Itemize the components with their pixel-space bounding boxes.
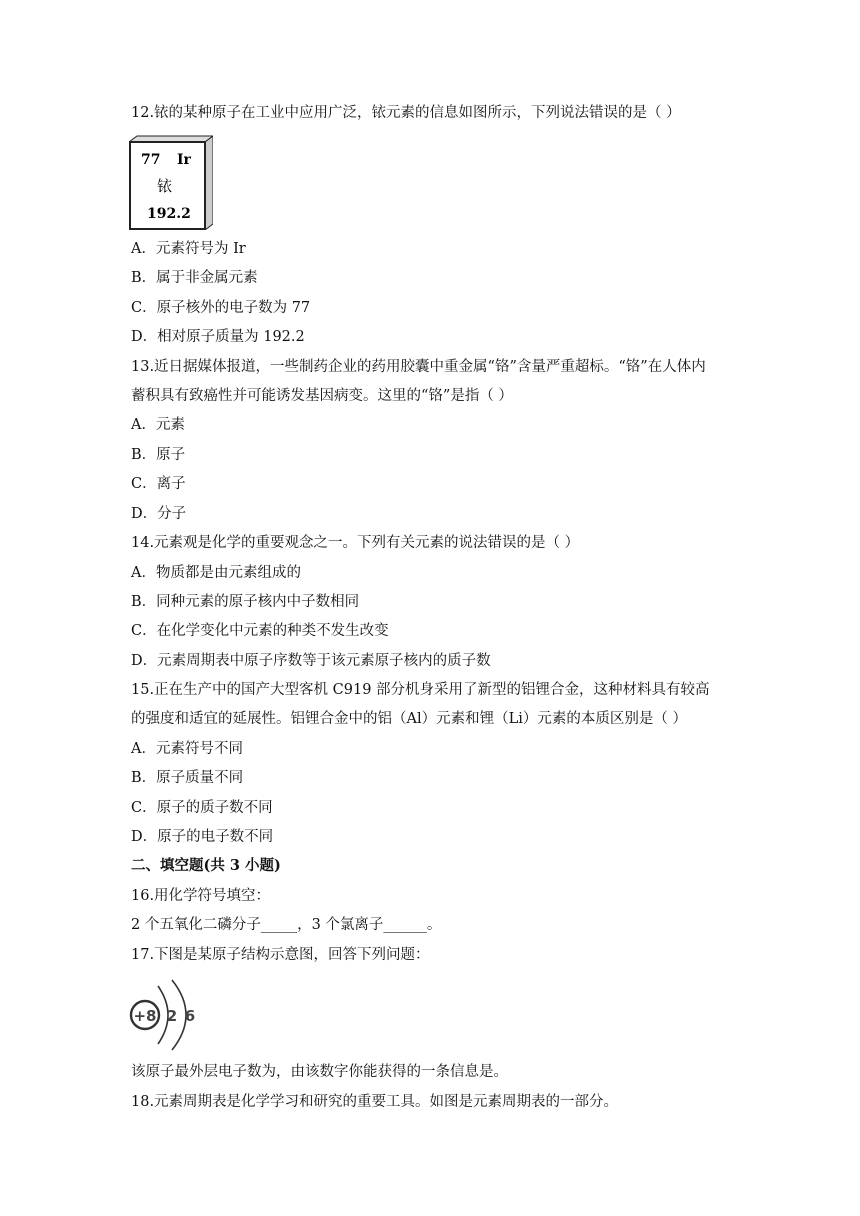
q14-option-c: C．在化学变化中元素的种类不发生改变: [131, 623, 389, 639]
q14-option-b: B．同种元素的原子核内中子数相同: [131, 594, 360, 610]
q13-stem-line1: 13.近日据媒体报道，一些制药企业的药用胶囊中重金属“铬”含量严重超标。“铬”在人体内: [131, 359, 706, 375]
element-name: 铱: [157, 177, 173, 195]
atom-structure-diagram: [126, 978, 206, 1054]
q13-option-a: A．元素: [131, 417, 185, 433]
q14-option-a: A．物质都是由元素组成的: [131, 565, 301, 581]
q14-option-d: D．元素周期表中原子序数等于该元素原子核内的质子数: [131, 653, 491, 669]
q12-option-d: D．相对原子质量为 192.2: [131, 329, 305, 345]
q16-fill-line: 2 个五氧化二磷分子_____，3 个氯离子______。: [131, 917, 442, 933]
q13-stem-line2: 蓄积具有致癌性并可能诱发基因病变。这里的“铬”是指（ ）: [131, 388, 513, 404]
nucleus-charge: +8: [133, 1007, 157, 1025]
q13-option-d: D．分子: [131, 506, 187, 522]
q14-stem: 14.元素观是化学的重要观念之一。下列有关元素的说法错误的是（ ）: [131, 535, 580, 551]
element-symbol: Ir: [177, 152, 191, 168]
q13-option-c: C．离子: [131, 476, 186, 492]
q15-option-c: C．原子的质子数不同: [131, 800, 273, 816]
q17-stem: 17.下图是某原子结构示意图，回答下列问题：: [131, 947, 430, 963]
q16-stem: 16.用化学符号填空：: [131, 888, 271, 904]
q12-stem: 12.铱的某种原子在工业中应用广泛，铱元素的信息如图所示，下列说法错误的是（ ）: [131, 105, 681, 121]
element-number: 77: [141, 152, 161, 168]
element-card-iridium: [129, 134, 213, 230]
q15-stem-line2: 的强度和适宜的延展性。铝锂合金中的铝（Al）元素和锂（Li）元素的本质区别是（ ）: [131, 711, 687, 727]
q17-question-line: 该原子最外层电子数为，由该数字你能获得的一条信息是。: [131, 1064, 508, 1080]
shell-1-electrons: 2: [166, 1007, 178, 1025]
q15-stem-line1: 15.正在生产中的国产大型客机 C919 部分机身采用了新型的铝锂合金，这种材料具有较高: [131, 682, 710, 698]
q12-option-b: B．属于非金属元素: [131, 270, 258, 286]
q18-stem: 18.元素周期表是化学学习和研究的重要工具。如图是元素周期表的一部分。: [131, 1094, 619, 1110]
q15-option-a: A．元素符号不同: [131, 741, 243, 757]
q12-option-a: A．元素符号为 Ir: [131, 241, 246, 257]
q15-option-b: B．原子质量不同: [131, 770, 244, 786]
section-heading: 二、填空题(共 3 小题): [131, 857, 281, 874]
element-mass: 192.2: [147, 206, 191, 222]
shell-2-electrons: 6: [184, 1007, 196, 1025]
q12-option-c: C．原子核外的电子数为 77: [131, 300, 311, 316]
q15-option-d: D．原子的电子数不同: [131, 829, 274, 845]
q13-option-b: B．原子: [131, 447, 186, 463]
